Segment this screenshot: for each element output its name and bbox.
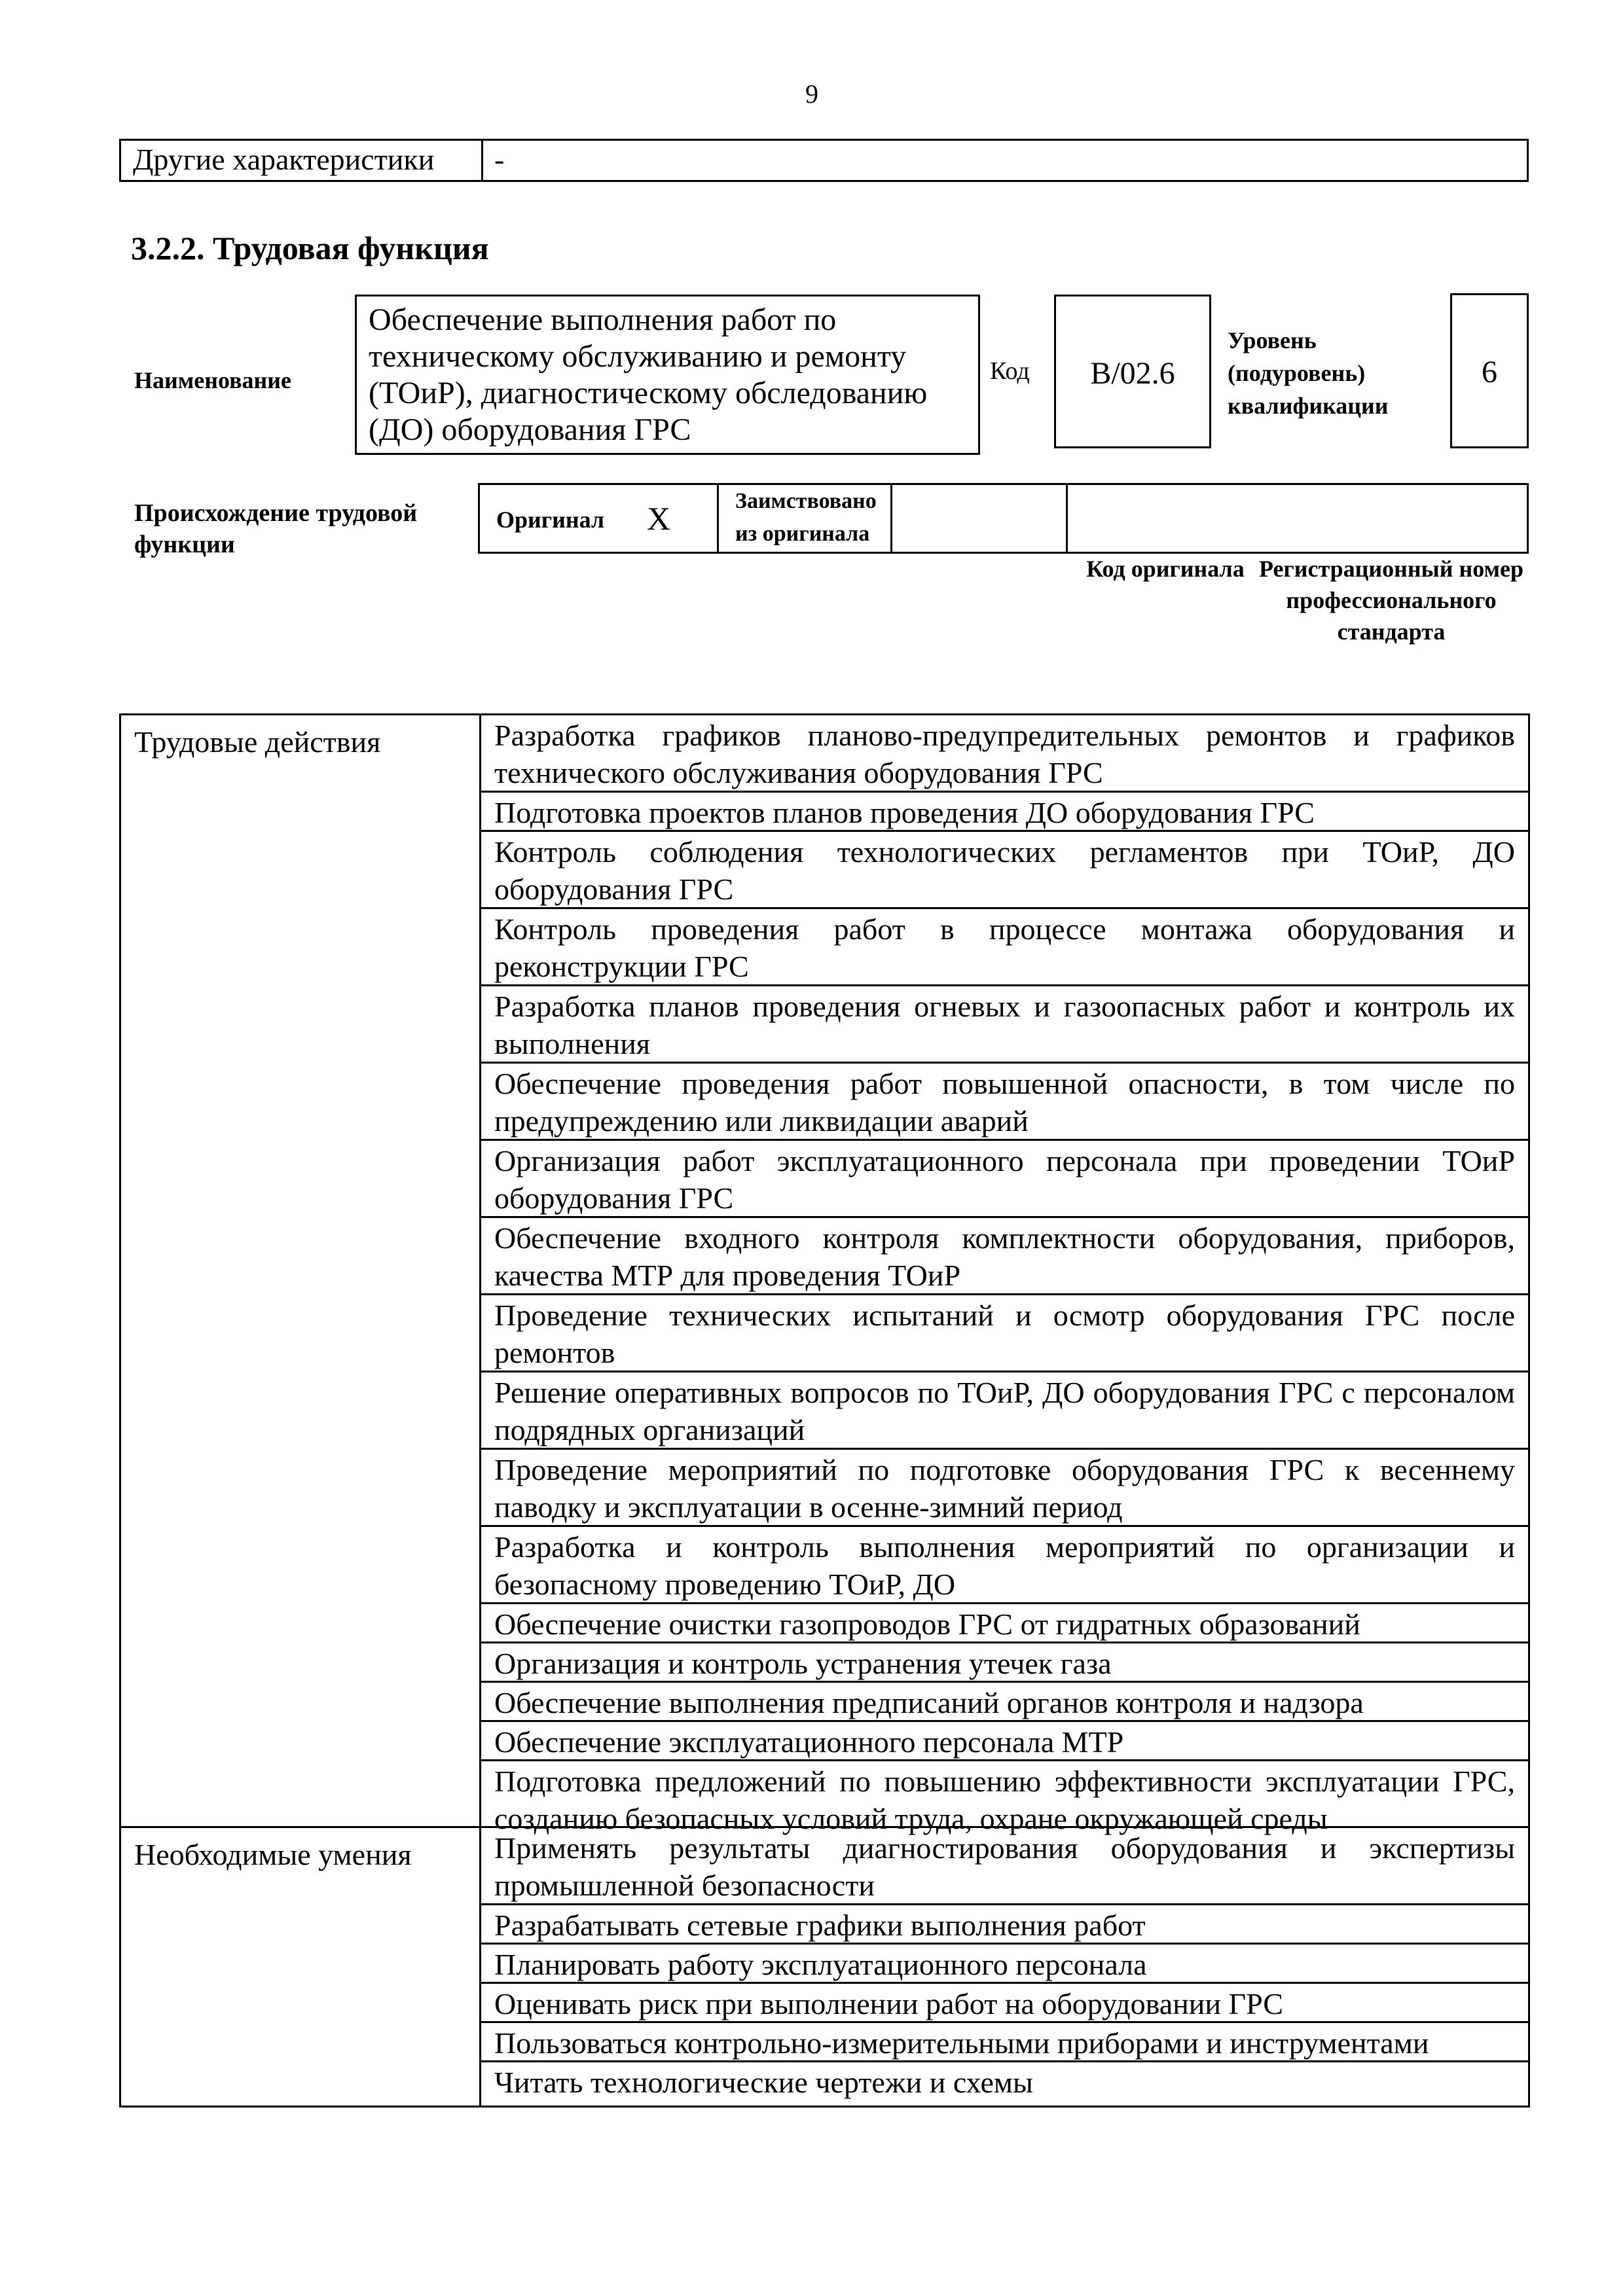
list-item: Разработка графиков планово-предупредительных ремонтов и графиков технического обслуживания оборудования ГРС xyxy=(481,715,1528,793)
origin-label: Происхождение трудовой функции xyxy=(134,499,418,558)
list-item: Читать технологические чертежи и схемы xyxy=(494,2066,1033,2099)
origin-code-cell xyxy=(892,485,1068,552)
list-item: Решение оперативных вопросов по ТОиР, ДО оборудования ГРС с персоналом подрядных организаций xyxy=(481,1372,1528,1450)
other-characteristics-row xyxy=(119,139,1529,182)
origin-original-cell xyxy=(480,485,719,552)
other-characteristics-value: - xyxy=(494,143,505,176)
list-item: Контроль соблюдения технологических регламентов при ТОиР, ДО оборудования ГРС xyxy=(481,832,1528,909)
origin-borrowed-cell: Заимствовано из оригинала xyxy=(719,485,892,552)
list-item: Обеспечение выполнения предписаний органов контроля и надзора xyxy=(481,1683,1528,1722)
list-item: Контроль проведения работ в процессе монтажа оборудования и реконструкции ГРС xyxy=(481,909,1528,986)
other-characteristics-label: Другие характеристики xyxy=(121,141,483,180)
labor-actions-label: Трудовые действия xyxy=(121,715,481,1826)
list-item: Проведение технических испытаний и осмотр оборудования ГРС после ремонтов xyxy=(481,1295,1528,1372)
code-original-caption: Код оригинала xyxy=(1086,556,1245,582)
labor-actions-section xyxy=(121,715,1528,1835)
origin-original-label: Оригинал xyxy=(496,507,605,533)
list-item: Проведение мероприятий по подготовке оборудования ГРС к весеннему паводку и эксплуатации в осенне-зимний период xyxy=(481,1450,1528,1527)
list-item: Обеспечение эксплуатационного персонала МТР xyxy=(481,1722,1528,1761)
list-item: Подготовка предложений по повышению эффективности эксплуатации ГРС, созданию безопасных условий труда, охране окружающей среды xyxy=(494,1765,1515,1835)
list-item: Организация и контроль устранения утечек газа xyxy=(481,1643,1528,1683)
list-item: Подготовка проектов планов проведения ДО оборудования ГРС xyxy=(481,793,1528,832)
list-item: Обеспечение проведения работ повышенной опасности, в том числе по предупреждению или ликвидации аварий xyxy=(481,1064,1528,1141)
code-value-box: B/02.6 xyxy=(1054,295,1211,448)
origin-original-mark: X xyxy=(647,500,671,537)
code-label: Код xyxy=(990,357,1030,385)
labor-function-table xyxy=(119,713,1530,2108)
list-item: Планировать работу эксплуатационного персонала xyxy=(481,1945,1528,1984)
list-item: Пользоваться контрольно-измерительными приборами и инструментами xyxy=(481,2023,1528,2062)
name-label: Наименование xyxy=(134,367,291,393)
list-item: Разрабатывать сетевые графики выполнения работ xyxy=(481,1905,1528,1945)
list-item: Разработка планов проведения огневых и газоопасных работ и контроль их выполнения xyxy=(481,986,1528,1064)
level-value-box: 6 xyxy=(1450,293,1529,448)
level-label: Уровень (подуровень) квалификации xyxy=(1228,327,1389,419)
origin-table xyxy=(478,483,1529,554)
section-heading: 3.2.2. Трудовая функция xyxy=(131,230,489,266)
required-skills-section xyxy=(121,1828,1528,2106)
list-item: Оценивать риск при выполнении работ на оборудовании ГРС xyxy=(481,1984,1528,2023)
list-item: Разработка и контроль выполнения мероприятий по организации и безопасному проведению ТОиР, ДО xyxy=(481,1527,1528,1604)
list-item: Организация работ эксплуатационного персонала при проведении ТОиР оборудования ГРС xyxy=(481,1141,1528,1218)
list-item: Применять результаты диагностирования оборудования и экспертизы промышленной безопасности xyxy=(481,1828,1528,1905)
reg-number-caption: Регистрационный номер профессионального стандарта xyxy=(1258,556,1524,645)
page-number: 9 xyxy=(805,79,818,109)
name-value-box: Обеспечение выполнения работ по техническому обслуживанию и ремонту (ТОиР), диагностическому обследованию (ДО) оборудования ГРС xyxy=(355,295,980,455)
list-item: Обеспечение очистки газопроводов ГРС от гидратных образований xyxy=(481,1604,1528,1643)
list-item: Обеспечение входного контроля комплектности оборудования, приборов, качества МТР для проведения ТОиР xyxy=(481,1218,1528,1295)
required-skills-label: Необходимые умения xyxy=(121,1828,481,2106)
